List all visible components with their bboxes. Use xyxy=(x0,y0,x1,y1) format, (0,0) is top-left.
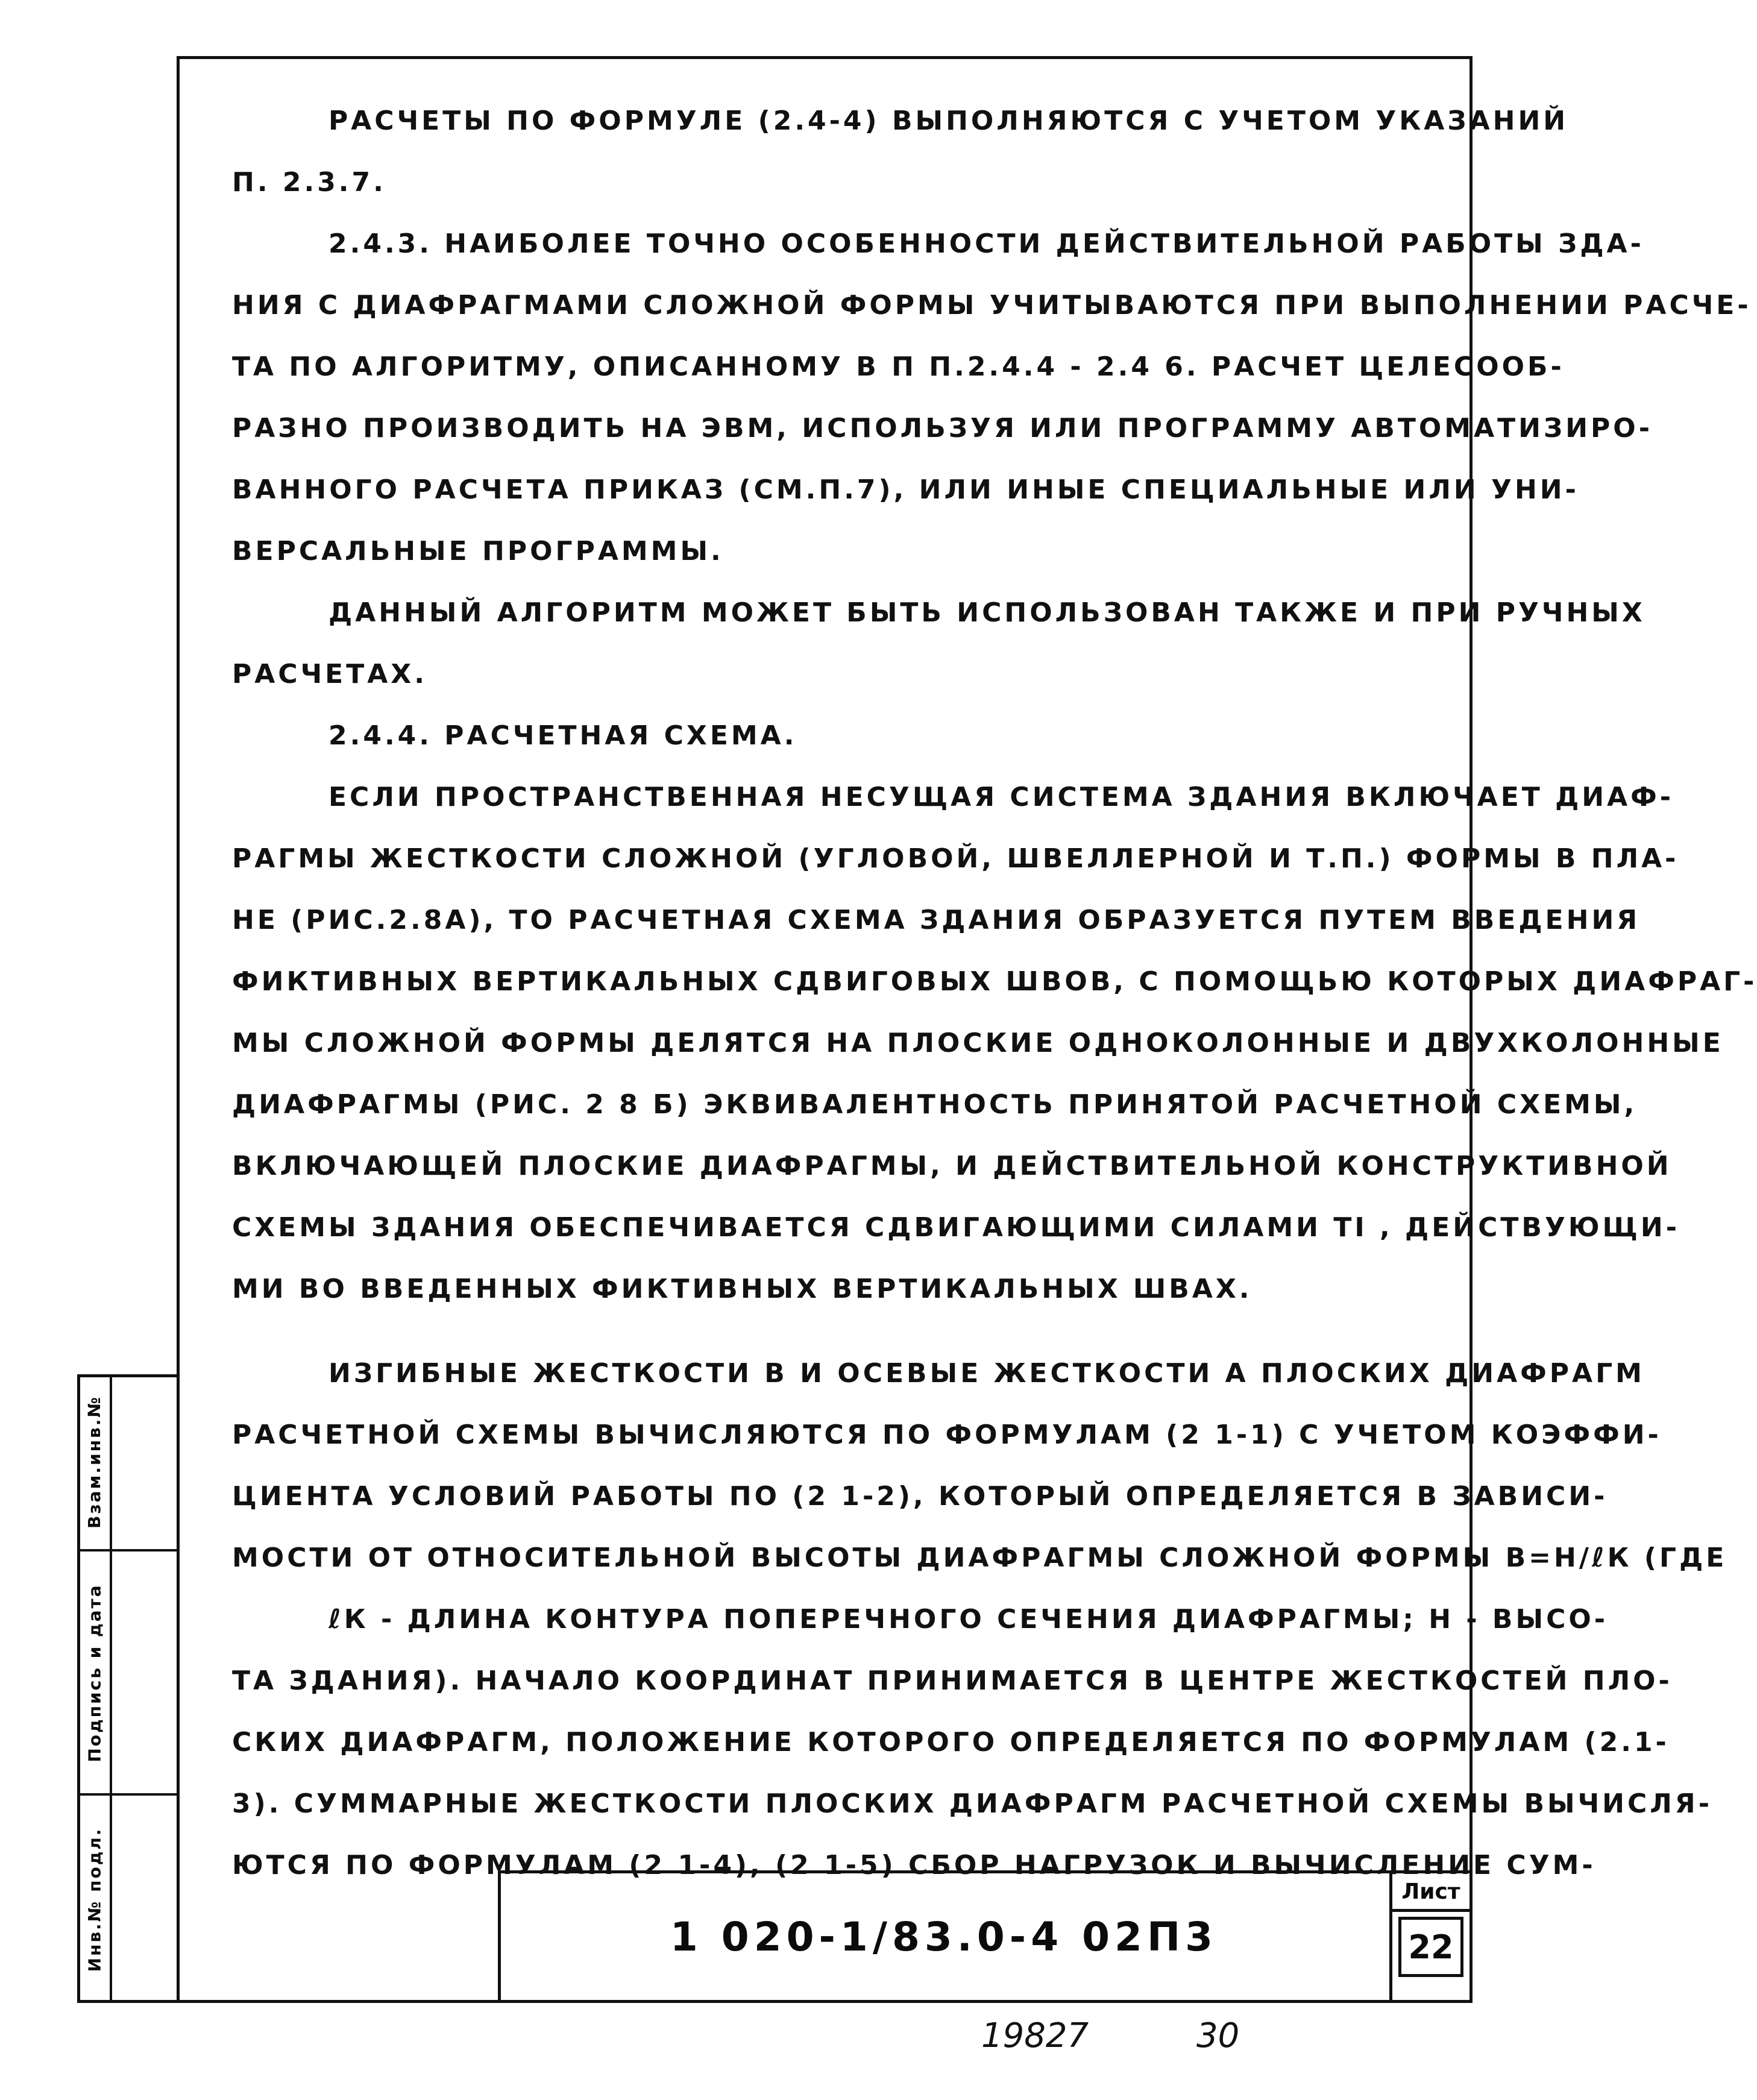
text-line: ИЗГИБНЫЕ ЖЕСТКОСТИ В И ОСЕВЫЕ ЖЕСТКОСТИ А ПЛОСКИХ ДИАФРАГМ xyxy=(328,1358,1645,1389)
stamp-inv-orig-label: Инв.№ подл. xyxy=(84,1827,105,1972)
text-line: МИ ВО ВВЕДЕННЫХ ФИКТИВНЫХ ВЕРТИКАЛЬНЫХ ШВАХ. xyxy=(232,1274,1253,1304)
text-line: ЕСЛИ ПРОСТРАНСТВЕННАЯ НЕСУЩАЯ СИСТЕМА ЗДАНИЯ ВКЛЮЧАЕТ ДИАФ- xyxy=(328,782,1674,813)
text-line: 2.4.3. НАИБОЛЕЕ ТОЧНО ОСОБЕННОСТИ ДЕЙСТВИТЕЛЬНОЙ РАБОТЫ ЗДА- xyxy=(328,228,1644,259)
text-line: ВКЛЮЧАЮЩЕЙ ПЛОСКИЕ ДИАФРАГМЫ, И ДЕЙСТВИТЕЛЬНОЙ КОНСТРУКТИВНОЙ xyxy=(232,1151,1672,1181)
text-line: РАСЧЕТЫ ПО ФОРМУЛЕ (2.4-4) ВЫПОЛНЯЮТСЯ С УЧЕТОМ УКАЗАНИЙ xyxy=(328,105,1569,136)
section-heading: 2.4.4. РАСЧЕТНАЯ СХЕМА. xyxy=(328,720,797,751)
text-line: РАСЧЕТНОЙ СХЕМЫ ВЫЧИСЛЯЮТСЯ ПО ФОРМУЛАМ (2 1-1) С УЧЕТОМ КОЭФФИ- xyxy=(232,1419,1662,1450)
text-line: ДАННЫЙ АЛГОРИТМ МОЖЕТ БЫТЬ ИСПОЛЬЗОВАН ТАКЖЕ И ПРИ РУЧНЫХ xyxy=(328,597,1645,628)
sheet-label: Лист xyxy=(1389,1875,1473,1912)
text-line: П. 2.3.7. xyxy=(232,167,386,198)
text-line: МОСТИ ОТ ОТНОСИТЕЛЬНОЙ ВЫСОТЫ ДИАФРАГМЫ СЛОЖНОЙ ФОРМЫ Β=H/ℓК (ГДЕ xyxy=(232,1542,1727,1573)
text-line: ТА ЗДАНИЯ). НАЧАЛО КООРДИНАТ ПРИНИМАЕТСЯ В ЦЕНТРЕ ЖЕСТКОСТЕЙ ПЛО- xyxy=(232,1665,1673,1696)
text-line: ФИКТИВНЫХ ВЕРТИКАЛЬНЫХ СДВИГОВЫХ ШВОВ, С ПОМОЩЬЮ КОТОРЫХ ДИАФРАГ- xyxy=(232,966,1757,997)
text-line: ТА ПО АЛГОРИТМУ, ОПИСАННОМУ В П П.2.4.4 - 2.4 6. РАСЧЕТ ЦЕЛЕСООБ- xyxy=(232,351,1565,382)
text-line: ВЕРСАЛЬНЫЕ ПРОГРАММЫ. xyxy=(232,536,724,567)
document-code: 1 020-1/83.0-4 02П3 xyxy=(670,1913,1218,1960)
body-text xyxy=(232,90,1757,1896)
stamp-replace-inv-label: Взам.инв.№ xyxy=(84,1395,105,1529)
text-line: ВАННОГО РАСЧЕТА ПРИКАЗ (СМ.П.7), ИЛИ ИНЫЕ СПЕЦИАЛЬНЫЕ ИЛИ УНИ- xyxy=(232,474,1579,505)
text-line: РАГМЫ ЖЕСТКОСТИ СЛОЖНОЙ (УГЛОВОЙ, ШВЕЛЛЕРНОЙ И Т.П.) ФОРМЫ В ПЛА- xyxy=(232,843,1679,874)
footer-right-number: 30 xyxy=(1196,2016,1240,2055)
text-line: ДИАФРАГМЫ (РИС. 2 8 Б) ЭКВИВАЛЕНТНОСТЬ ПРИНЯТОЙ РАСЧЕТНОЙ СХЕМЫ, xyxy=(232,1089,1638,1120)
footer-left-number: 19827 xyxy=(981,2016,1089,2055)
stamp-row-border xyxy=(77,1549,180,1551)
text-line: ЮТСЯ ПО ФОРМУЛАМ (2 1-4), (2 1-5) СБОР НАГРУЗОК И ВЫЧИСЛЕНИЕ СУМ- xyxy=(232,1850,1596,1881)
text-line: РАЗНО ПРОИЗВОДИТЬ НА ЭВМ, ИСПОЛЬЗУЯ ИЛИ ПРОГРАММУ АВТОМАТИЗИРО- xyxy=(232,413,1653,444)
text-line: ЦИЕНТА УСЛОВИЙ РАБОТЫ ПО (2 1-2), КОТОРЫЙ ОПРЕДЕЛЯЕТСЯ В ЗАВИСИ- xyxy=(232,1481,1608,1512)
text-line: МЫ СЛОЖНОЙ ФОРМЫ ДЕЛЯТСЯ НА ПЛОСКИЕ ОДНОКОЛОННЫЕ И ДВУХКОЛОННЫЕ xyxy=(232,1028,1724,1058)
text-line: НЕ (РИС.2.8А), ТО РАСЧЕТНАЯ СХЕМА ЗДАНИЯ ОБРАЗУЕТСЯ ПУТЕМ ВВЕДЕНИЯ xyxy=(232,905,1641,935)
text-line: ℓК - ДЛИНА КОНТУРА ПОПЕРЕЧНОГО СЕЧЕНИЯ ДИАФРАГМЫ; H - ВЫСО- xyxy=(328,1604,1609,1635)
text-line: 3). СУММАРНЫЕ ЖЕСТКОСТИ ПЛОСКИХ ДИАФРАГМ РАСЧЕТНОЙ СХЕМЫ ВЫЧИСЛЯ- xyxy=(232,1788,1712,1819)
text-line: СКИХ ДИАФРАГМ, ПОЛОЖЕНИЕ КОТОРОГО ОПРЕДЕЛЯЕТСЯ ПО ФОРМУЛАМ (2.1- xyxy=(232,1727,1670,1758)
stamp-signature-date-label: Подпись и дата xyxy=(84,1583,105,1762)
stamp-row-border xyxy=(77,1793,180,1796)
text-line: СХЕМЫ ЗДАНИЯ ОБЕСПЕЧИВАЕТСЯ СДВИГАЮЩИМИ СИЛАМИ TI , ДЕЙСТВУЮЩИ- xyxy=(232,1212,1680,1243)
text-line: РАСЧЕТАХ. xyxy=(232,659,427,690)
text-line: НИЯ С ДИАФРАГМАМИ СЛОЖНОЙ ФОРМЫ УЧИТЫВАЮТСЯ ПРИ ВЫПОЛНЕНИИ РАСЧЕ- xyxy=(232,290,1752,321)
sheet-number: 22 xyxy=(1398,1917,1463,1977)
